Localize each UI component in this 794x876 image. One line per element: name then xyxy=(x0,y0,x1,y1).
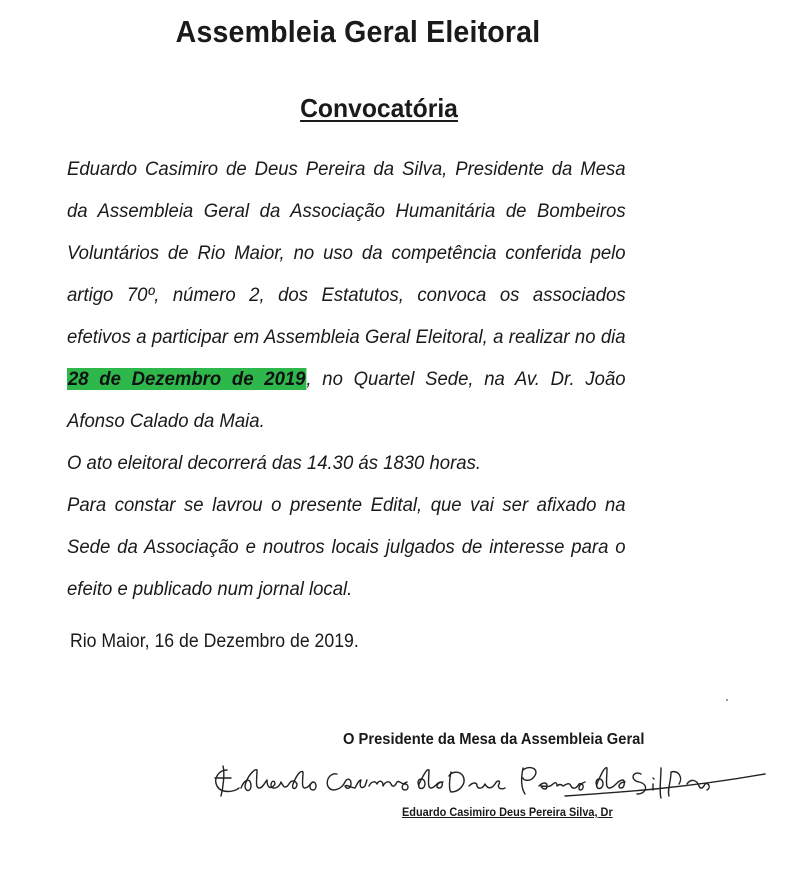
signature-heading: O Presidente da Mesa da Assembleia Geral xyxy=(343,731,645,748)
notice-paragraph: Para constar se lavrou o presente Edital, que vai ser afixado na Sede da Associação e noutros locais julgados de interesse para o efeito e publicado num jornal local. xyxy=(67,494,626,600)
scan-speck xyxy=(726,699,728,701)
schedule-paragraph: O ato eleitoral decorrerá das 14.30 ás 1830 horas. xyxy=(67,452,481,474)
document-subtitle: Convocatória xyxy=(300,93,458,123)
paragraph-text-after: , no Quartel Sede, na Av. Dr. João Afonso Calado da Maia. xyxy=(67,368,626,432)
document-body xyxy=(67,148,626,610)
place-date: Rio Maior, 16 de Dezembro de 2019. xyxy=(70,631,359,652)
document-title: Assembleia Geral Eleitoral xyxy=(175,14,541,49)
paragraph-text-before: Eduardo Casimiro de Deus Pereira da Silva, Presidente da Mesa da Assembleia Geral da Associação Humanitária de Bombeiros Voluntários de Rio Maior, no uso da competência conferida pelo artigo 70º, número 2, dos Estatutos, convoca os associados efetivos a participar em Assembleia Geral Eleitoral, a realizar no dia xyxy=(67,158,626,348)
highlighted-date: 28 de Dezembro de 2019 xyxy=(67,368,306,390)
signatory-name: Eduardo Casimiro Deus Pereira Silva, Dr xyxy=(402,807,613,819)
convocation-paragraph xyxy=(67,148,626,442)
handwritten-signature xyxy=(205,748,770,808)
